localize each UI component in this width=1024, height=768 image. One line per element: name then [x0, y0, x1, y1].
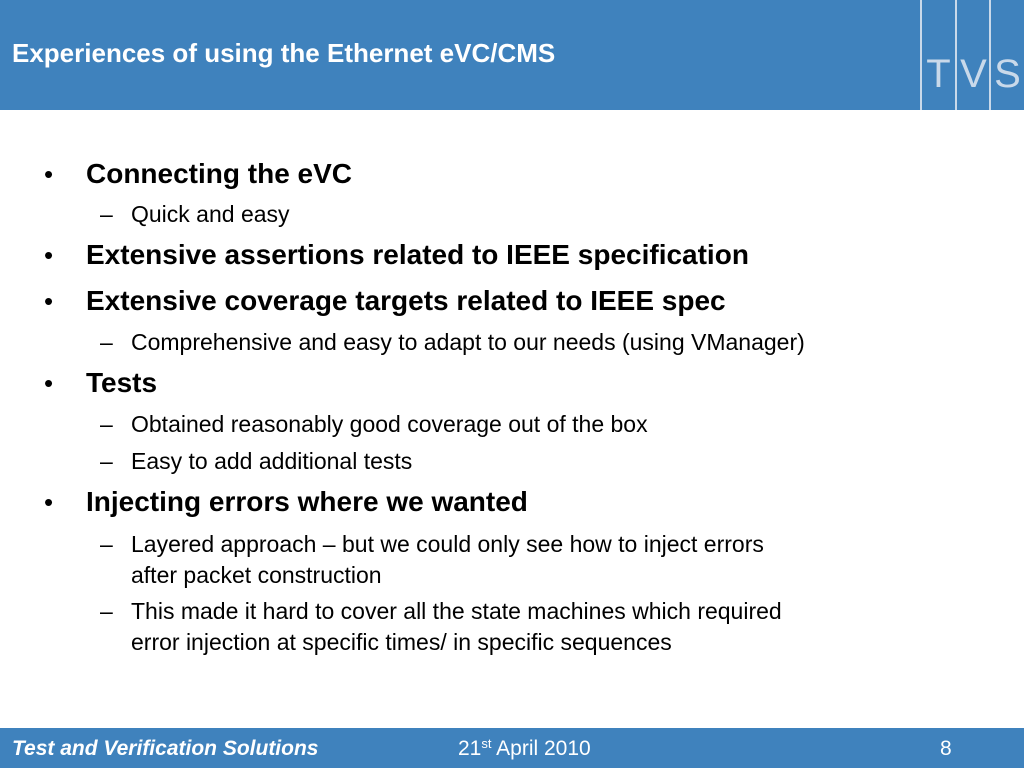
bullet-text: Extensive coverage targets related to IEEE spec — [86, 285, 726, 316]
slide-title: Experiences of using the Ethernet eVC/CMS — [12, 38, 556, 68]
footer-date-rest: April 2010 — [491, 737, 591, 760]
logo-cell-s — [989, 0, 1022, 110]
dash-icon: – — [100, 201, 113, 227]
bullet-icon: • — [44, 286, 54, 316]
sub-bullet-text: Comprehensive and easy to adapt to our needs (using VManager) — [131, 329, 805, 355]
dash-icon: – — [100, 411, 113, 437]
slide-footer — [0, 728, 1024, 768]
logo-letter-v: V — [960, 52, 987, 96]
bullet-icon: • — [44, 240, 54, 270]
bullet-icon: • — [44, 368, 54, 398]
sub-bullet-text: Easy to add additional tests — [131, 448, 413, 474]
footer-date-suffix: st — [481, 736, 492, 751]
slide-header — [0, 0, 1024, 110]
logo-cell-v — [955, 0, 988, 110]
sub-bullet-text: after packet construction — [131, 562, 382, 588]
slide-body — [0, 148, 1024, 708]
logo-cell-t — [920, 0, 953, 110]
sub-bullet-text: Obtained reasonably good coverage out of the box — [131, 411, 648, 437]
sub-bullet-text: This made it hard to cover all the state machines which required — [131, 598, 782, 624]
bullet-text: Extensive assertions related to IEEE specification — [86, 239, 749, 270]
bullet-icon: • — [44, 159, 54, 189]
bullet-text: Tests — [86, 367, 158, 398]
page-number: 8 — [940, 737, 952, 760]
sub-bullet-text: error injection at specific times/ in specific sequences — [131, 629, 672, 655]
tvs-logo — [920, 0, 1024, 110]
sub-bullet-text: Quick and easy — [131, 201, 290, 227]
dash-icon: – — [100, 598, 113, 624]
sub-bullet-text: Layered approach – but we could only see how to inject errors — [131, 531, 764, 557]
bullet-text: Injecting errors where we wanted — [86, 486, 528, 517]
footer-date-day: 21 — [458, 737, 482, 760]
logo-letter-s: S — [994, 52, 1021, 96]
bullet-text: Connecting the eVC — [86, 158, 353, 189]
bullet-icon: • — [44, 487, 54, 517]
footer-date — [458, 736, 591, 762]
dash-icon: – — [100, 448, 113, 474]
logo-letter-t: T — [926, 52, 951, 96]
footer-company-name: Test and Verification Solutions — [12, 737, 319, 760]
dash-icon: – — [100, 531, 113, 557]
dash-icon: – — [100, 329, 113, 355]
